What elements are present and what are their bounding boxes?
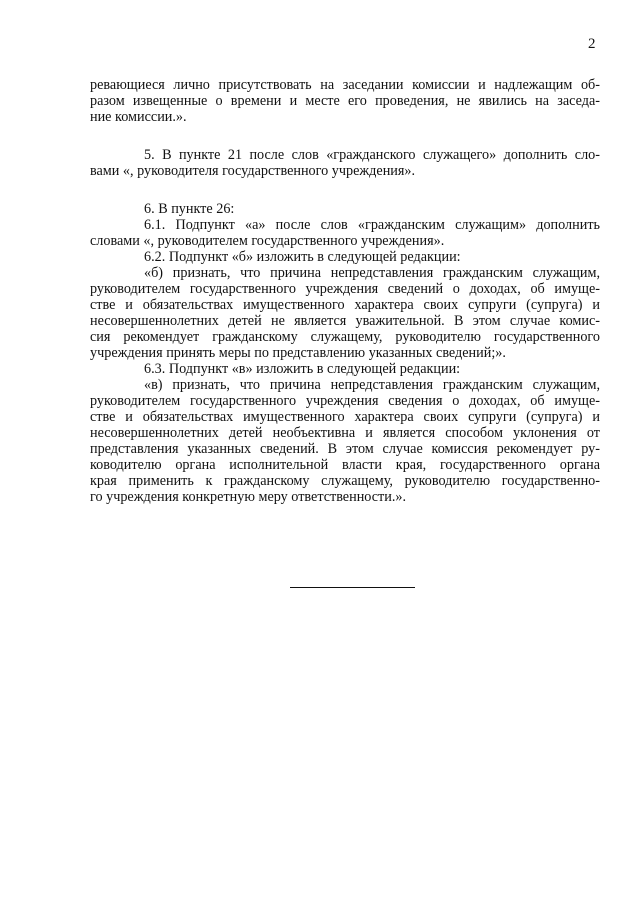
text-line: 6.2. Подпункт «б» изложить в следующей редакции: <box>144 249 461 265</box>
text-line: го учреждения конкретную меру ответственности.». <box>90 489 407 505</box>
text-line: разом извещенные о времени и месте его проведения, не явились на заседа- <box>90 93 600 109</box>
text-line: 5. В пункте 21 после слов «гражданского служащего» дополнить сло- <box>144 147 600 163</box>
text-line: руководителем государственного учреждения сведений о доходах, об имуще- <box>90 281 600 297</box>
paragraph-item-5 <box>90 147 600 179</box>
text-line: несовершеннолетних детей не является уважительной. В этом случае комис- <box>90 313 600 329</box>
text-line: «б) признать, что причина непредставления гражданским служащим, <box>144 265 600 281</box>
text-line: сия рекомендует гражданскому служащему, руководителю государственного <box>90 329 600 345</box>
text-line: края применить к гражданскому служащему, руководителю государственно- <box>90 473 600 489</box>
text-line: вами «, руководителя государственного учреждения». <box>90 163 416 179</box>
text-line: ревающиеся лично присутствовать на заседании комиссии и надлежащим об- <box>90 77 600 93</box>
text-line: «в) признать, что причина непредставления гражданским служащим, <box>144 377 600 393</box>
text-line: ководителю органа исполнительной власти края, государственного органа <box>90 457 600 473</box>
separator-line <box>290 587 415 588</box>
paragraph-continuation <box>90 77 600 125</box>
text-line: 6.3. Подпункт «в» изложить в следующей редакции: <box>144 361 461 377</box>
text-line: несовершеннолетних детей необъективна и является способом уклонения от <box>90 425 600 441</box>
text-line: стве и обязательствах имущественного характера своих супруги (супруга) и <box>90 409 600 425</box>
text-line: стве и обязательствах имущественного характера своих супруги (супруга) и <box>90 297 600 313</box>
text-line: руководителем государственного учреждения сведения о доходах, об имуще- <box>90 393 600 409</box>
text-line: представления указанных сведений. В этом случае комиссия рекомендует ру- <box>90 441 600 457</box>
text-line: учреждения принять меры по представлению указанных сведений;». <box>90 345 506 361</box>
text-line: 6. В пункте 26: <box>144 201 235 217</box>
text-line: ние комиссии.». <box>90 109 187 125</box>
paragraph-item-6 <box>90 201 600 505</box>
page-number: 2 <box>588 36 596 52</box>
text-line: словами «, руководителем государственного учреждения». <box>90 233 445 249</box>
text-line: 6.1. Подпункт «а» после слов «гражданским служащим» дополнить <box>144 217 600 233</box>
